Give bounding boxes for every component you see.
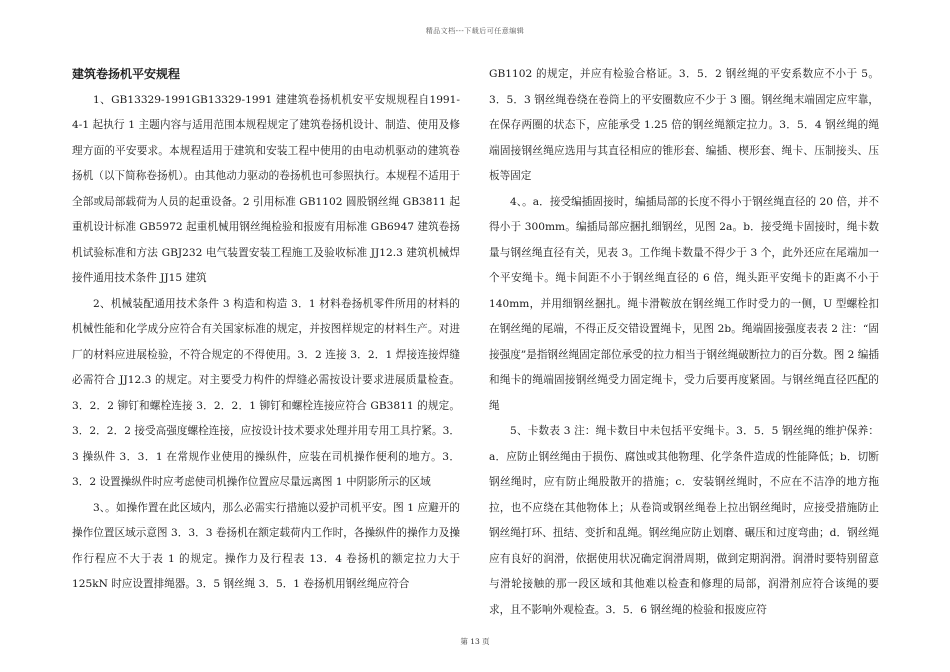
paragraph-continued: GB1102 的规定，并应有检验合格证。3．5．2 钢丝绳的平安系数应不小于 5。3．5．3 钢丝绳卷绕在卷筒上的平安圈数应不少于 3 圈。钢丝绳末端固定应牢靠，在保存两圈的状态下，应能承受 1.25 倍的钢丝绳额定拉力。3．5．4 钢丝绳的绳端固接钢丝绳应选用与其直径相应的锥形套、编插、楔形套、绳卡、压制接头、压板等固定 (489, 68, 879, 182)
paragraph-3: 3、。如操作置在此区域内，那么必需实行措施以爱护司机平安。图 1 应避开的操作位置区域示意图 3．3．3 卷扬机在额定载荷内工作时，各操纵件的操作力及操作行程应不大于表 1 的规定。操作力及行程表 13．4 卷扬机的额定拉力大于 125kN 时应设置排绳器。3．5 钢丝绳 3．5．1 卷扬机用钢丝绳应符合 (72, 501, 460, 590)
page-number: 第 13 页 (460, 637, 490, 646)
paragraph-2: 2、机械装配通用技术条件 3 构造和构造 3．1 材料卷扬机零件所用的材料的机械性能和化学成分应符合有关国家标准的规定，并按图样规定的材料生产。对进厂的材料应进展检验，不符合规定的不得使用。3．2 连接 3．2．1 焊接连接焊缝必需符合 JJ12.3 的规定。对主要受力构件的焊缝必需按设计要求进展质量检查。3．2．2 铆钉和螺栓连接 3．2．2．1 铆钉和螺栓连接应符合 GB3811 的规定。3．2．2．2 接受高强度螺栓连接，应按设计技术要求处理并用专用工具拧紧。3．3 操纵件 3．3．1 在常规作业使用的操纵件，应装在司机操作便利的地方。3．3．2 设置操纵件时应考虑使司机操作位置应尽量远离图 1 中阴影所示的区域 (72, 297, 460, 488)
document-title: 建筑卷扬机平安规程 (72, 67, 181, 81)
right-column (489, 62, 879, 623)
page-header: 精品文档---下载后可任意编辑 (425, 27, 525, 35)
paragraph-1: 1、GB13329-1991GB13329-1991 建建筑卷扬机机安平安规规程自1991-4-1 起执行 1 主题内容与适用范围本规程规定了建筑卷扬机设计、制造、使用及修理方面的平安要求。本规程适用于建筑和安装工程中使用的由电动机驱动的建筑卷扬机（以下简称卷扬机）。由其他动力驱动的卷扬机也可参照执行。本规程不适用于全部或局部载荷为人员的起重设备。2 引用标准 GB1102 圆股钢丝绳 GB3811 起重机设计标准 GB5972 起重机械用钢丝绳检验和报废有用标准 GB6947 建筑卷扬机试验标准和方法 GBJ232 电气装置安装工程施工及验收标准 JJ12.3 建筑机械焊接件通用技术条件 JJ15 建筑 (72, 93, 460, 284)
paragraph-5: 5、卡数表 3 注：绳卡数目中未包括平安绳卡。3．5．5 钢丝绳的维护保养：a．应防止钢丝绳由于损伤、腐蚀或其他物理、化学条件造成的性能降低；b．切断钢丝绳时，应有防止绳股散开的措施；c．安装钢丝绳时，不应在不洁净的地方拖拉，也不应绕在其他物体上；从卷筒或钢丝绳卷上拉出钢丝绳时，应接受措施防止钢丝绳打环、扭结、变折和乱绳。钢丝绳应防止划磨、碾压和过度弯曲；d．钢丝绳应有良好的润滑，依据使用状况确定润滑周期，做到定期润滑。润滑时要特别留意与滑轮接触的那一段区域和其他难以检查和修理的局部，润滑剂应符合该绳的要求，且不影响外观检查。3．5．6 钢丝绳的检验和报废应符 (489, 425, 879, 616)
left-column (72, 62, 460, 598)
paragraph-4: 4、。a．接受编插固接时，编插局部的长度不得小于钢丝绳直径的 20 倍，并不得小于 300mm。编插局部应捆扎细钢丝，见图 2a。b．接受绳卡固接时，绳卡数量与钢丝绳直径有关，见表 3。工作绳卡数量不得少于 3 个，此外还应在尾端加一个平安绳卡。绳卡间距不小于钢丝绳直径的 6 倍，绳头距平安绳卡的距离不小于 140mm，并用细钢丝捆扎。绳卡滑鞍放在钢丝绳工作时受力的一侧，U 型螺栓扣在钢丝绳的尾端，不得正反交错设置绳卡，见图 2b。绳端固接强度表表 2 注：“固接强度”是指钢丝绳固定部位承受的拉力相当于钢丝绳破断拉力的百分数。图 2 编插和绳卡的绳端固接钢丝绳受力固定绳卡，受力后要再度紧固。与钢丝绳直径匹配的绳 (489, 195, 879, 412)
